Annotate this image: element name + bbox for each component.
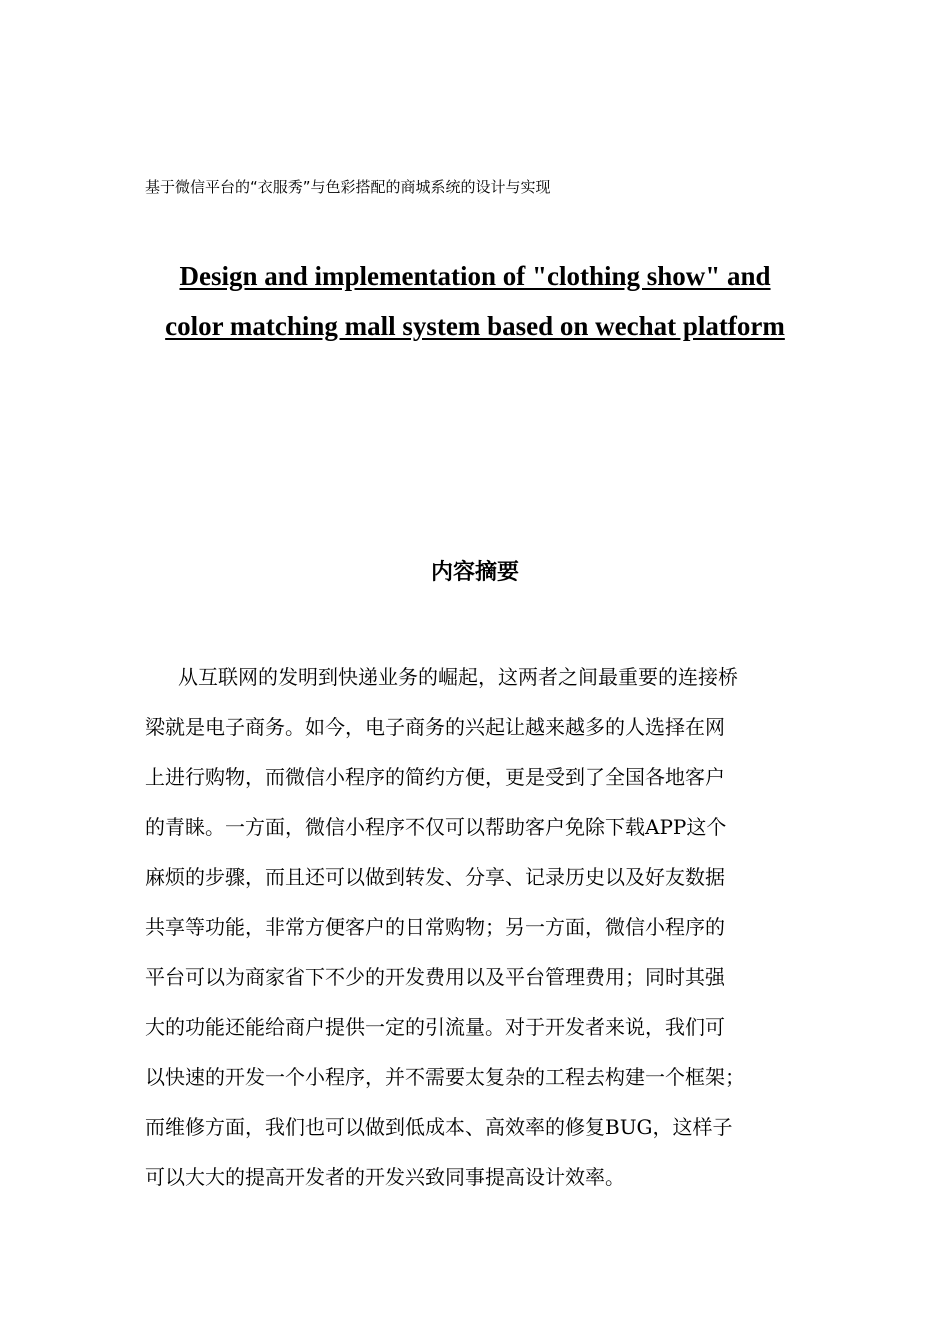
abstract-line: 的青睐。一方面，微信小程序不仅可以帮助客户免除下载APP这个 [145, 815, 727, 839]
abstract-heading: 内容摘要 [430, 560, 519, 585]
abstract-body [145, 652, 825, 1202]
abstract-line: 以快速的开发一个小程序，并不需要太复杂的工程去构建一个框架； [145, 1065, 745, 1089]
abstract-line: 大的功能还能给商户提供一定的引流量。对于开发者来说，我们可 [145, 1015, 725, 1039]
english-title-line-2: color matching mall system based on wechat platform [165, 311, 785, 341]
abstract-line: 上进行购物，而微信小程序的简约方便，更是受到了全国各地客户 [145, 765, 725, 789]
abstract-line: 共享等功能，非常方便客户的日常购物；另一方面，微信小程序的 [145, 915, 725, 939]
abstract-line: 平台可以为商家省下不少的开发费用以及平台管理费用；同时其强 [145, 965, 725, 989]
header-title-cn: 基于微信平台的“衣服秀”与色彩搭配的商城系统的设计与实现 [145, 178, 551, 196]
abstract-line: 从互联网的发明到快递业务的崛起，这两者之间最重要的连接桥 [178, 665, 738, 689]
english-title-line-1: Design and implementation of "clothing show" and [179, 261, 771, 291]
english-title [120, 251, 830, 351]
abstract-line: 可以大大的提高开发者的开发兴致同事提高设计效率。 [145, 1165, 625, 1189]
abstract-line: 麻烦的步骤，而且还可以做到转发、分享、记录历史以及好友数据 [145, 865, 725, 889]
abstract-line: 而维修方面，我们也可以做到低成本、高效率的修复BUG，这样子 [145, 1115, 733, 1139]
abstract-line: 梁就是电子商务。如今，电子商务的兴起让越来越多的人选择在网 [145, 715, 725, 739]
